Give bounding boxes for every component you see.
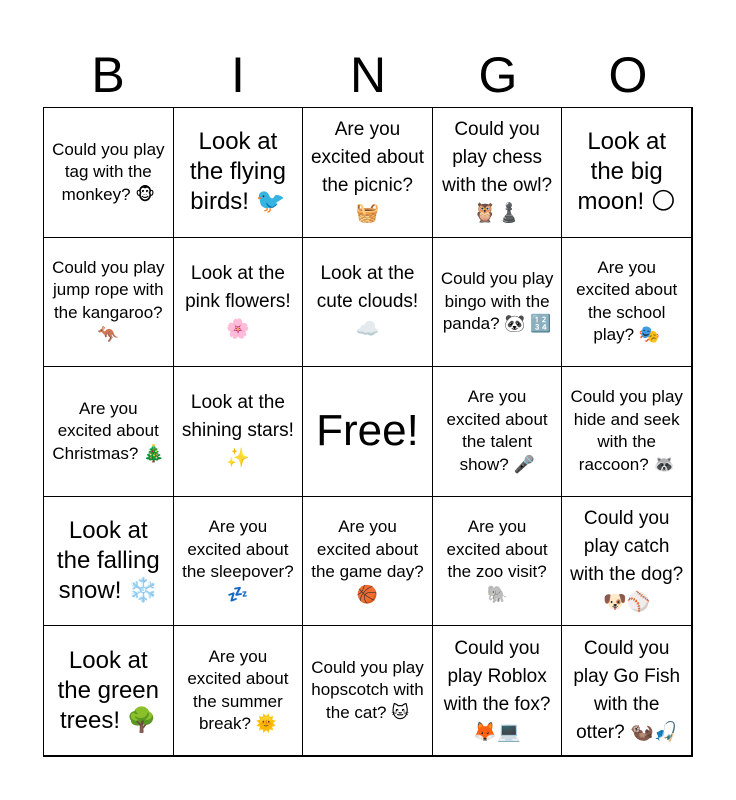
cell-text: Are you excited about the school play? 🎭 xyxy=(576,257,678,345)
bingo-cell xyxy=(561,107,692,238)
cell-text: Are you excited about the game day? 🏀 xyxy=(311,517,424,604)
cell-text: Are you excited about the zoo visit? 🐘 xyxy=(446,517,548,604)
bingo-cell xyxy=(43,107,174,238)
bingo-cell xyxy=(43,237,174,368)
cell-text: Could you play Roblox with the fox? 🦊💻 xyxy=(443,637,551,743)
cell-text: Could you play jump rope with the kangaroo? 🦘 xyxy=(52,257,165,345)
bingo-cell xyxy=(561,625,692,756)
cell-text: Are you excited about the summer break? 🌞 xyxy=(187,646,289,734)
bingo-cell xyxy=(302,237,433,368)
bingo-cell xyxy=(302,496,433,627)
cell-text: Look at the flying birds! 🐦 xyxy=(189,128,286,216)
bingo-cell xyxy=(43,625,174,756)
free-space-cell xyxy=(302,366,433,497)
bingo-cell xyxy=(561,237,692,368)
header-letter-n: N xyxy=(349,47,387,103)
header-letter-g: G xyxy=(478,47,518,103)
cell-text: Could you play hopscotch with the cat? 🐱 xyxy=(311,657,424,722)
bingo-cell xyxy=(173,366,304,497)
bingo-cell xyxy=(302,107,433,238)
bingo-cell xyxy=(432,496,563,627)
bingo-cell xyxy=(43,366,174,497)
cell-text: Look at the big moon! 🌕 xyxy=(577,128,676,216)
header-letter-b: B xyxy=(91,47,125,103)
cell-text: Are you excited about Christmas? 🎄 xyxy=(52,398,165,463)
bingo-card xyxy=(43,107,693,757)
cell-text: Could you play chess with the owl? 🦉♟️ xyxy=(442,119,553,225)
bingo-cell xyxy=(561,366,692,497)
cell-text: Could you play bingo with the panda? 🐼 🔢 xyxy=(440,269,554,334)
free-space-label: Free! xyxy=(316,406,419,456)
bingo-cell xyxy=(561,496,692,627)
bingo-cell xyxy=(432,366,563,497)
header-letter-i: I xyxy=(231,47,245,103)
bingo-cell xyxy=(432,107,563,238)
cell-text: Look at the shining stars! ✨ xyxy=(181,392,294,470)
cell-text: Look at the green trees! 🌳 xyxy=(57,646,159,734)
bingo-cell xyxy=(173,625,304,756)
cell-text: Look at the pink flowers! 🌸 xyxy=(185,262,291,340)
bingo-cell xyxy=(302,625,433,756)
cell-text: Could you play catch with the dog? 🐶⚾ xyxy=(570,508,684,614)
cell-text: Are you excited about the sleepover? 💤 xyxy=(182,517,294,604)
cell-text: Are you excited about the talent show? 🎤 xyxy=(446,387,548,474)
cell-text: Look at the falling snow! ❄️ xyxy=(56,517,160,605)
header-letter-o: O xyxy=(608,47,648,103)
bingo-cell xyxy=(432,237,563,368)
bingo-cell xyxy=(173,496,304,627)
cell-text: Look at the cute clouds! ☁️ xyxy=(316,262,419,340)
cell-text: Could you play hide and seek with the raccoon? 🦝 xyxy=(570,387,683,474)
bingo-header xyxy=(43,40,693,110)
cell-text: Could you play Go Fish with the otter? 🦦🎣 xyxy=(573,637,681,743)
bingo-cell xyxy=(173,107,304,238)
cell-text: Could you play tag with the monkey? 🐵 xyxy=(52,139,165,204)
bingo-cell xyxy=(43,496,174,627)
bingo-cell xyxy=(173,237,304,368)
bingo-cell xyxy=(432,625,563,756)
cell-text: Are you excited about the picnic? 🧺 xyxy=(310,119,424,225)
